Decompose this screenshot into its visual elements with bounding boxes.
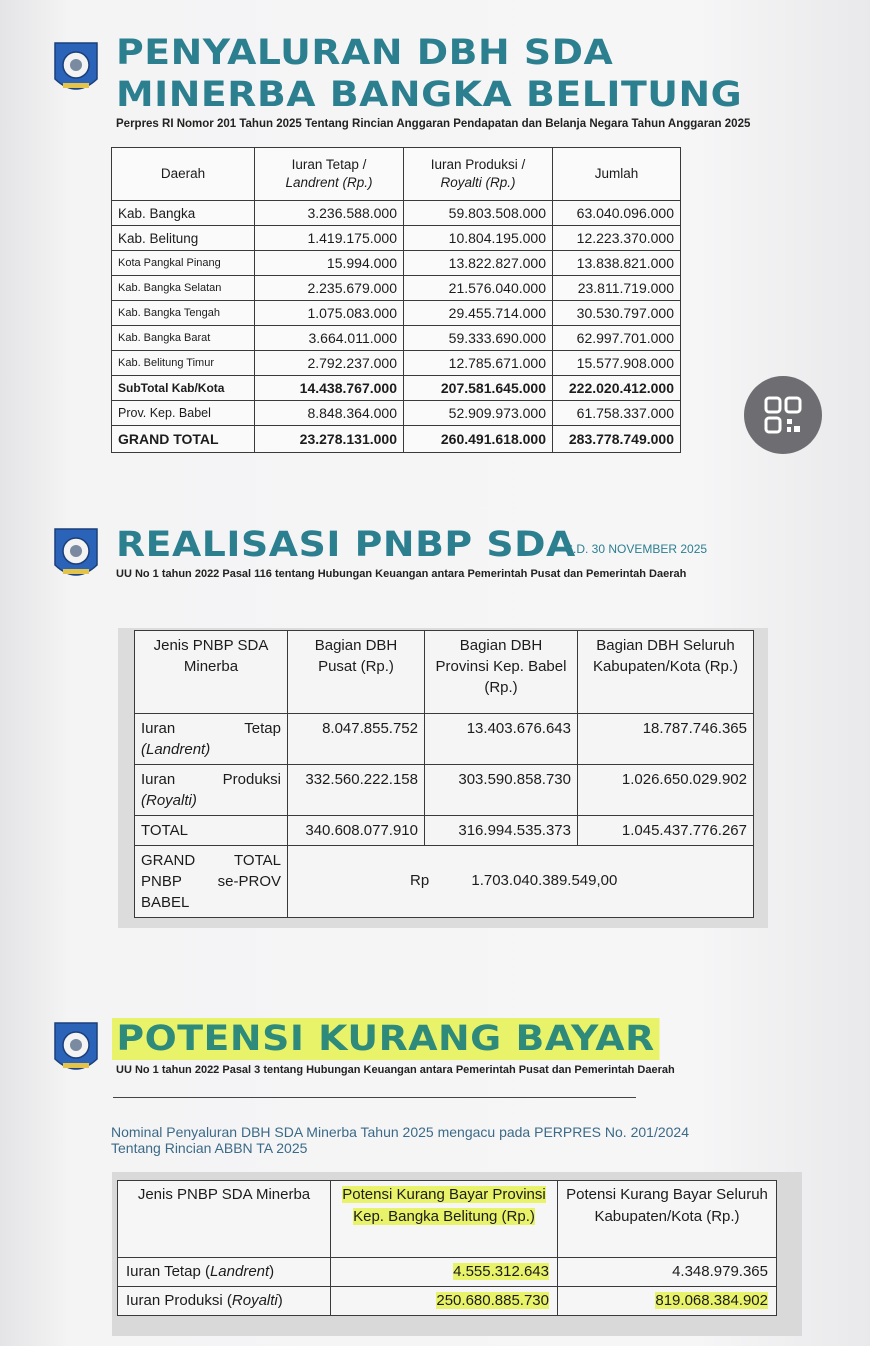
qr-code-button[interactable]	[744, 376, 822, 454]
cell-tetap: 15.994.000	[255, 251, 404, 276]
header-daerah: Daerah	[112, 148, 255, 201]
currency-label: Rp	[410, 872, 430, 889]
header-kabupaten: Potensi Kurang Bayar Seluruh Kabupaten/Kota (Rp.)	[558, 1181, 777, 1258]
cell-tetap: 2.235.679.000	[255, 276, 404, 301]
table-header-row	[118, 1181, 777, 1258]
header-pusat: Bagian DBH Pusat (Rp.)	[288, 631, 425, 714]
table-row	[135, 765, 754, 816]
header-iuran-produksi-line2: Royalti (Rp.)	[440, 175, 516, 190]
label-italic: Royalti	[231, 1292, 278, 1309]
cell-daerah: Kab. Belitung Timur	[112, 351, 255, 376]
cell-produksi: 260.491.618.000	[404, 426, 553, 453]
cell-tetap: 1.075.083.000	[255, 301, 404, 326]
cell-jenis	[135, 714, 288, 765]
value-highlight: 4.555.312.643	[453, 1263, 549, 1280]
cell-kabupaten	[558, 1287, 777, 1316]
cell-tetap: 23.278.131.000	[255, 426, 404, 453]
label-italic: (Landrent)	[141, 741, 211, 758]
cell-jenis: TOTAL	[135, 816, 288, 846]
cell-provinsi: 303.590.858.730	[425, 765, 578, 816]
header-iuran-tetap	[255, 148, 404, 201]
section1-title-line2: MINERBA BANGKA BELITUNG	[116, 75, 743, 115]
cell-jumlah: 15.577.908.000	[553, 351, 681, 376]
cell-jumlah: 30.530.797.000	[553, 301, 681, 326]
value-highlight: 819.068.384.902	[655, 1292, 768, 1309]
cell-tetap: 14.438.767.000	[255, 376, 404, 401]
label-part: Tetap	[244, 720, 281, 737]
label-italic: (Royalti)	[141, 792, 197, 809]
cell-produksi: 21.576.040.000	[404, 276, 553, 301]
header-jenis: Jenis PNBP SDA Minerba	[118, 1181, 331, 1258]
cell-produksi: 52.909.973.000	[404, 401, 553, 426]
cell-tetap: 8.848.364.000	[255, 401, 404, 426]
cell-jumlah: 61.758.337.000	[553, 401, 681, 426]
pnbp-realization-table	[134, 630, 754, 918]
underpayment-table	[117, 1180, 777, 1316]
section1-subtitle: Perpres RI Nomor 201 Tahun 2025 Tentang Rincian Anggaran Pendapatan dan Belanja Negara Tahun Anggaran 2025	[116, 118, 751, 130]
table-row	[135, 714, 754, 765]
cell-tetap: 1.419.175.000	[255, 226, 404, 251]
label-part: TOTAL	[234, 852, 281, 869]
grand-total-value: 1.703.040.389.549,00	[471, 872, 618, 889]
cell-jenis	[135, 765, 288, 816]
label-part: Iuran	[141, 720, 176, 737]
cell-produksi: 10.804.195.000	[404, 226, 553, 251]
cell-tetap: 3.236.588.000	[255, 201, 404, 226]
cell-daerah: Kab. Bangka Selatan	[112, 276, 255, 301]
cell-daerah: Kab. Bangka Barat	[112, 326, 255, 351]
table-row	[112, 276, 681, 301]
table-row	[112, 351, 681, 376]
label-part: se-PROV	[217, 873, 281, 890]
label-part: Iuran	[141, 771, 176, 788]
header-iuran-produksi	[404, 148, 553, 201]
total-row	[135, 816, 754, 846]
cell-jumlah: 12.223.370.000	[553, 226, 681, 251]
cell-daerah: Kab. Bangka Tengah	[112, 301, 255, 326]
table-row	[112, 326, 681, 351]
header-provinsi-text: Potensi Kurang Bayar Provinsi Kep. Bangka Belitung (Rp.)	[342, 1186, 546, 1225]
header-kabupaten: Bagian DBH Seluruh Kabupaten/Kota (Rp.)	[578, 631, 754, 714]
header-provinsi	[331, 1181, 558, 1258]
province-logo-icon	[53, 1021, 99, 1079]
cell-daerah: GRAND TOTAL	[112, 426, 255, 453]
cell-jenis	[135, 846, 288, 918]
table-row	[112, 401, 681, 426]
cell-kabupaten: 1.026.650.029.902	[578, 765, 754, 816]
header-iuran-tetap-line1: Iuran Tetap /	[291, 157, 367, 172]
cell-jenis: Iuran Produksi (Royalti)	[118, 1287, 331, 1316]
cell-produksi: 13.822.827.000	[404, 251, 553, 276]
cell-pusat: 8.047.855.752	[288, 714, 425, 765]
cell-provinsi: 13.403.676.643	[425, 714, 578, 765]
table-row	[112, 251, 681, 276]
cell-jumlah: 283.778.749.000	[553, 426, 681, 453]
cell-produksi: 207.581.645.000	[404, 376, 553, 401]
label-part: Produksi	[222, 771, 281, 788]
note-line: Nominal Penyaluran DBH SDA Minerba Tahun 2025 mengacu pada PERPRES No. 201/2024	[111, 1124, 689, 1140]
cell-provinsi	[331, 1258, 558, 1287]
cell-provinsi	[331, 1287, 558, 1316]
cell-kabupaten: 18.787.746.365	[578, 714, 754, 765]
label-part: BABEL	[141, 894, 190, 911]
table-row	[118, 1258, 777, 1287]
note	[111, 1124, 689, 1156]
value-highlight: 250.680.885.730	[436, 1292, 549, 1309]
table-header-row	[112, 148, 681, 201]
grand-total-row	[135, 846, 754, 918]
cell-jumlah: 62.997.701.000	[553, 326, 681, 351]
cell-jenis: Iuran Tetap (Landrent)	[118, 1258, 331, 1287]
cell-provinsi: 316.994.535.373	[425, 816, 578, 846]
cell-kabupaten: 1.045.437.776.267	[578, 816, 754, 846]
cell-jumlah: 63.040.096.000	[553, 201, 681, 226]
header-iuran-tetap-line2: Landrent (Rp.)	[285, 175, 373, 190]
label-part: PNBP	[141, 873, 182, 890]
cell-daerah: Kab. Bangka	[112, 201, 255, 226]
divider	[113, 1097, 636, 1098]
cell-tetap: 3.664.011.000	[255, 326, 404, 351]
grand-total-value-cell	[288, 846, 754, 918]
cell-produksi: 59.803.508.000	[404, 201, 553, 226]
qr-code-icon	[763, 395, 803, 435]
header-jumlah: Jumlah	[553, 148, 681, 201]
cell-jumlah: 222.020.412.000	[553, 376, 681, 401]
cell-kabupaten: 4.348.979.365	[558, 1258, 777, 1287]
label-part: GRAND	[141, 852, 196, 869]
cell-daerah: Kota Pangkal Pinang	[112, 251, 255, 276]
cell-pusat: 340.608.077.910	[288, 816, 425, 846]
dbh-distribution-table	[111, 147, 681, 453]
table-row	[118, 1287, 777, 1316]
cell-jumlah: 13.838.821.000	[553, 251, 681, 276]
cell-jumlah: 23.811.719.000	[553, 276, 681, 301]
table-row	[112, 201, 681, 226]
province-logo-icon	[53, 41, 99, 99]
section2-title: REALISASI PNBP SDA	[116, 525, 576, 565]
cell-pusat: 332.560.222.158	[288, 765, 425, 816]
subtotal-row	[112, 376, 681, 401]
note-line: Tentang Rincian ABBN TA 2025	[111, 1140, 308, 1156]
header-provinsi: Bagian DBH Provinsi Kep. Babel (Rp.)	[425, 631, 578, 714]
cell-produksi: 12.785.671.000	[404, 351, 553, 376]
header-iuran-produksi-line1: Iuran Produksi /	[430, 157, 526, 172]
section1-title-line1: PENYALURAN DBH SDA	[116, 33, 614, 73]
cell-tetap: 2.792.237.000	[255, 351, 404, 376]
table-row	[112, 301, 681, 326]
cell-daerah: SubTotal Kab/Kota	[112, 376, 255, 401]
section3-title: POTENSI KURANG BAYAR	[112, 1018, 659, 1060]
province-logo-icon	[53, 527, 99, 585]
table-header-row	[135, 631, 754, 714]
section2-date: S.D. 30 NOVEMBER 2025	[565, 542, 708, 556]
label-italic: Landrent	[209, 1263, 270, 1280]
label: Iuran Tetap	[126, 1263, 201, 1280]
cell-daerah: Prov. Kep. Babel	[112, 401, 255, 426]
section2-subtitle: UU No 1 tahun 2022 Pasal 116 tentang Hubungan Keuangan antara Pemerintah Pusat dan Pemerintah Daerah	[116, 568, 687, 580]
table-row	[112, 226, 681, 251]
cell-daerah: Kab. Belitung	[112, 226, 255, 251]
label: Iuran Produksi	[126, 1292, 223, 1309]
cell-produksi: 29.455.714.000	[404, 301, 553, 326]
grand-total-row	[112, 426, 681, 453]
cell-produksi: 59.333.690.000	[404, 326, 553, 351]
section3-subtitle: UU No 1 tahun 2022 Pasal 3 tentang Hubungan Keuangan antara Pemerintah Pusat dan Pemerintah Daerah	[116, 1064, 675, 1076]
header-jenis: Jenis PNBP SDA Minerba	[135, 631, 288, 714]
